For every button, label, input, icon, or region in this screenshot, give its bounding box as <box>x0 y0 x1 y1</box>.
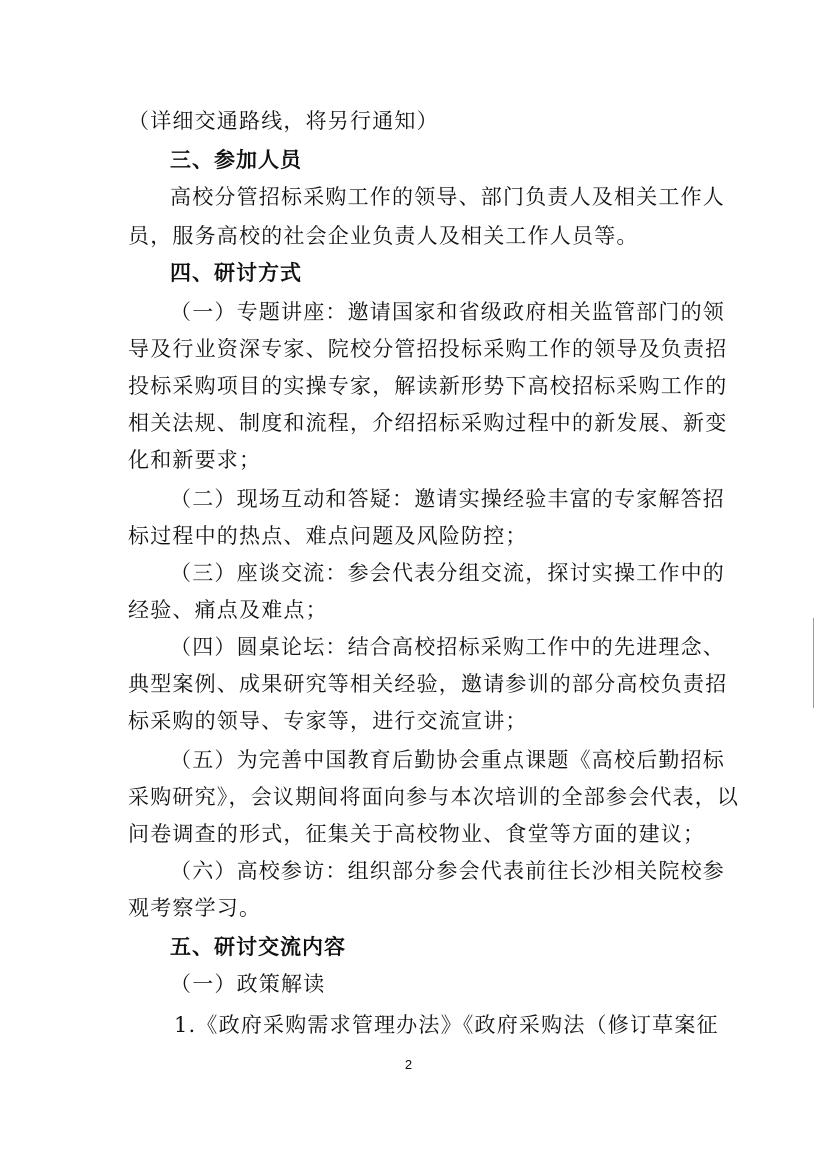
paragraph-line: 典型案例、成果研究等相关经验，邀请参训的部分高校负责招 <box>128 672 728 696</box>
paragraph-line: （六）高校参访：组织部分参会代表前往长沙相关院校参 <box>170 859 725 883</box>
paragraph-line: 问卷调查的形式，征集关于高校物业、食堂等方面的建议； <box>128 822 706 846</box>
paragraph-line: 高校分管招标采购工作的领导、部门负责人及相关工作人 <box>170 185 725 209</box>
paragraph-line: （二）现场互动和答疑：邀请实操经验丰富的专家解答招 <box>170 487 725 511</box>
transport-notice-line: （详细交通路线，将另行通知） <box>128 109 439 133</box>
paragraph-line: 化和新要求； <box>128 448 262 472</box>
list-item: 1.《政府采购需求管理办法》《政府采购法（修订草案征 <box>174 1013 719 1037</box>
paragraph-line: 经验、痛点及难点； <box>128 598 328 622</box>
page-edge-divider <box>813 618 814 708</box>
paragraph-line: （一）专题讲座：邀请国家和省级政府相关监管部门的领 <box>170 300 725 324</box>
page-number: 2 <box>404 1057 413 1072</box>
paragraph-line: 采购研究》，会议期间将面向参与本次培训的全部参会代表，以 <box>128 785 740 809</box>
paragraph-line: （五）为完善中国教育后勤协会重点课题《高校后勤招标 <box>170 748 725 772</box>
section-heading-content: 五、研讨交流内容 <box>170 935 346 959</box>
section-heading-participants: 三、参加人员 <box>170 148 302 172</box>
paragraph-line: 导及行业资深专家、院校分管招投标采购工作的领导及负责招 <box>128 337 728 361</box>
subsection-heading: （一）政策解读 <box>170 972 326 996</box>
paragraph-line: 员，服务高校的社会企业负责人及相关工作人员等。 <box>128 224 639 248</box>
paragraph-line: （四）圆桌论坛：结合高校招标采购工作中的先进理念、 <box>170 635 725 659</box>
paragraph-line: （三）座谈交流：参会代表分组交流，探讨实操工作中的 <box>170 561 725 585</box>
section-heading-methods: 四、研讨方式 <box>170 261 302 285</box>
paragraph-line: 相关法规、制度和流程，介绍招标采购过程中的新发展、新变 <box>128 411 728 435</box>
paragraph-line: 投标采购项目的实操专家，解读新形势下高校招标采购工作的 <box>128 374 728 398</box>
paragraph-line: 标采购的领导、专家等，进行交流宣讲； <box>128 709 528 733</box>
paragraph-line: 观考察学习。 <box>128 896 262 920</box>
paragraph-line: 标过程中的热点、难点问题及风险防控； <box>128 524 528 548</box>
